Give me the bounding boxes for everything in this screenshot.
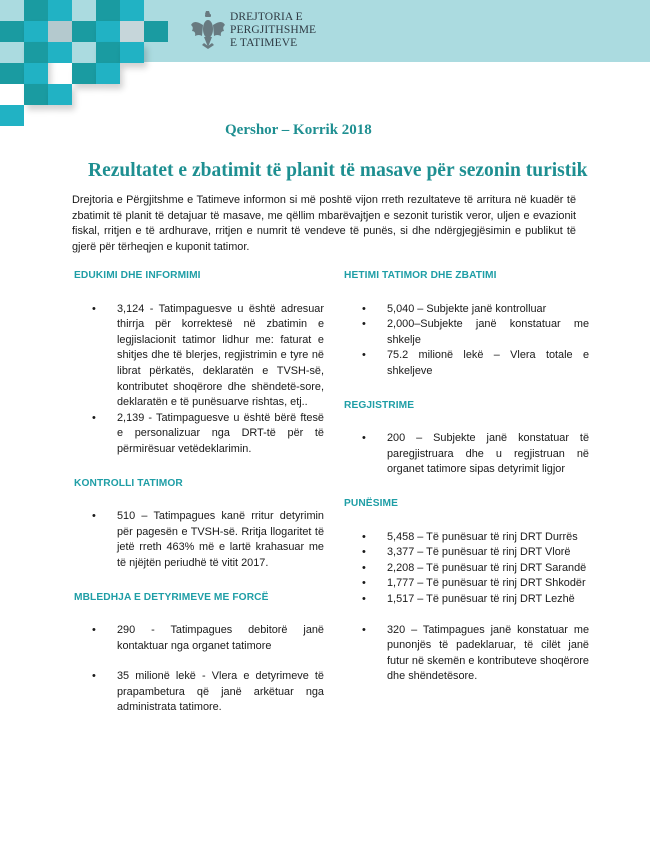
mosaic-tile <box>24 0 48 21</box>
dpt-logo <box>190 9 316 51</box>
mosaic-tile <box>0 21 24 42</box>
list-item: • 5,458 – Të punësuar të rinj DRT Durrës <box>344 530 589 546</box>
list-item: • 200 – Subjekte janë konstatuar të paregjistruara dhe u regjistruan në organet tatimore sipas detyrimit ligjor <box>344 431 589 478</box>
spacer <box>344 380 589 398</box>
logo-line-2: PERGJITHSHME <box>230 23 317 36</box>
mosaic-tile <box>0 105 24 126</box>
logo-line-3: E TATIMEVE <box>230 36 298 49</box>
list-item: • 35 milionë lekë - Vlera e detyrimeve të prapambetura që janë arkëtuar nga administrata tatimore. <box>74 669 324 716</box>
section-heading-education: EDUKIMI DHE INFORMIMI <box>74 270 201 281</box>
mosaic-tile <box>24 84 48 105</box>
debt-collection-list <box>74 623 324 716</box>
spacer <box>74 572 324 590</box>
list-item: • 510 – Tatimpagues kanë rritur detyrimin për pagesën e TVSH-së. Rritja llogaritet të jetë rreth 463% më e lartë krahasuar me të njëjtën periudhë të vitit 2017. <box>74 509 324 571</box>
list-item: • 2,208 – Të punësuar të rinj DRT Sarandë <box>344 561 589 577</box>
list-item: • 320 – Tatimpagues janë konstatuar me punonjës të padeklaruar, të cilët janë futur në skemën e kontributeve shoqërore dhe shëndetësore. <box>344 623 589 685</box>
document-title: Rezultatet e zbatimit të planit të masave për sezonin turistik <box>88 160 588 181</box>
registration-list <box>344 431 589 478</box>
mosaic-tile <box>48 42 72 63</box>
logo-line-1: DREJTORIA E <box>230 10 303 23</box>
list-item: • 1,777 – Të punësuar të rinj DRT Shkodër <box>344 576 589 592</box>
mosaic-tile <box>96 0 120 21</box>
mosaic-tile <box>96 42 120 63</box>
tax-control-list <box>74 509 324 571</box>
decorative-mosaic <box>0 0 200 130</box>
section-heading-registration: REGJISTRIME <box>344 399 415 411</box>
mosaic-tile <box>0 63 24 84</box>
mosaic-tile <box>120 21 144 42</box>
education-list <box>74 302 324 458</box>
mosaic-tile <box>24 21 48 42</box>
mosaic-tile <box>24 42 48 63</box>
list-item: • 290 - Tatimpagues debitorë janë kontaktuar nga organet tatimore <box>74 623 324 654</box>
section-heading-debt-collection: MBLEDHJA E DETYRIMEVE ME FORCË <box>74 591 269 603</box>
mosaic-tile <box>96 63 120 84</box>
spacer <box>344 608 589 623</box>
mosaic-tile <box>96 21 120 42</box>
mosaic-tile <box>48 84 72 105</box>
mosaic-tile <box>72 21 96 42</box>
employment-list <box>344 530 589 685</box>
investigation-list <box>344 302 589 380</box>
section-heading-employment: PUNËSIME <box>344 497 399 509</box>
eagle-emblem-icon <box>190 9 226 51</box>
mosaic-tile <box>120 0 144 21</box>
mosaic-tile <box>120 42 144 63</box>
mosaic-tile <box>0 0 24 21</box>
spacer <box>74 458 324 476</box>
list-item: • 75.2 milionë lekë – Vlera totale e shkeljeve <box>344 348 589 379</box>
list-item: • 3,124 - Tatimpaguesve u është adresuar thirrja për korrektesë në zbatimin e legjislacionit tatimor lidhur me: faturat e shitjes dhe të blerjes, regjistrimin e tyre në librat përkatës, deklaratën e TVSH-së, kontributet shoqërore dhe shëndetë-sore, deklaratën e të punësuarve rishtas, etj.. <box>74 302 324 411</box>
list-item: • 2,139 - Tatimpaguesve u është bërë ftesë e personalizuar nga DRT-të për të përmirësuar vetëdeklarimin. <box>74 411 324 458</box>
mosaic-tile <box>72 42 96 63</box>
section-heading-tax-control: KONTROLLI TATIMOR <box>74 477 183 489</box>
intro-paragraph: Drejtoria e Përgjitshme e Tatimeve informon si më poshtë vijon rreth rezultateve të arritura në kuadër të zbatimit të planit të detajuar të masave, me qëllim mbarëvajtjen e sezonit turistik veror, uljen e evazionit fiskal, rritjen e të ardhurave, rritjen e numrit të vendeve të punës, si dhe ndërgjegjësimin e publikut të gjerë për tërheqjen e kuponit tatimor. <box>72 194 576 253</box>
list-item: • 2,000–Subjekte janë konstatuar me shkelje <box>344 317 589 348</box>
mosaic-tile <box>24 63 48 84</box>
period-label: Qershor – Korrik 2018 <box>225 122 372 138</box>
list-item: • 1,517 – Të punësuar të rinj DRT Lezhë <box>344 592 589 608</box>
mosaic-tile <box>48 21 72 42</box>
mosaic-tile <box>72 63 96 84</box>
list-item: • 3,377 – Të punësuar të rinj DRT Vlorë <box>344 545 589 561</box>
spacer <box>344 478 589 496</box>
mosaic-tile <box>0 42 24 63</box>
section-heading-investigation: HETIMI TATIMOR DHE ZBATIMI <box>344 270 497 281</box>
list-item: • 5,040 – Subjekte janë kontrolluar <box>344 302 589 318</box>
right-column <box>344 268 589 685</box>
mosaic-tile <box>72 0 96 21</box>
spacer <box>74 654 324 669</box>
mosaic-tile <box>48 0 72 21</box>
left-column <box>74 268 324 716</box>
mosaic-tile <box>144 21 168 42</box>
